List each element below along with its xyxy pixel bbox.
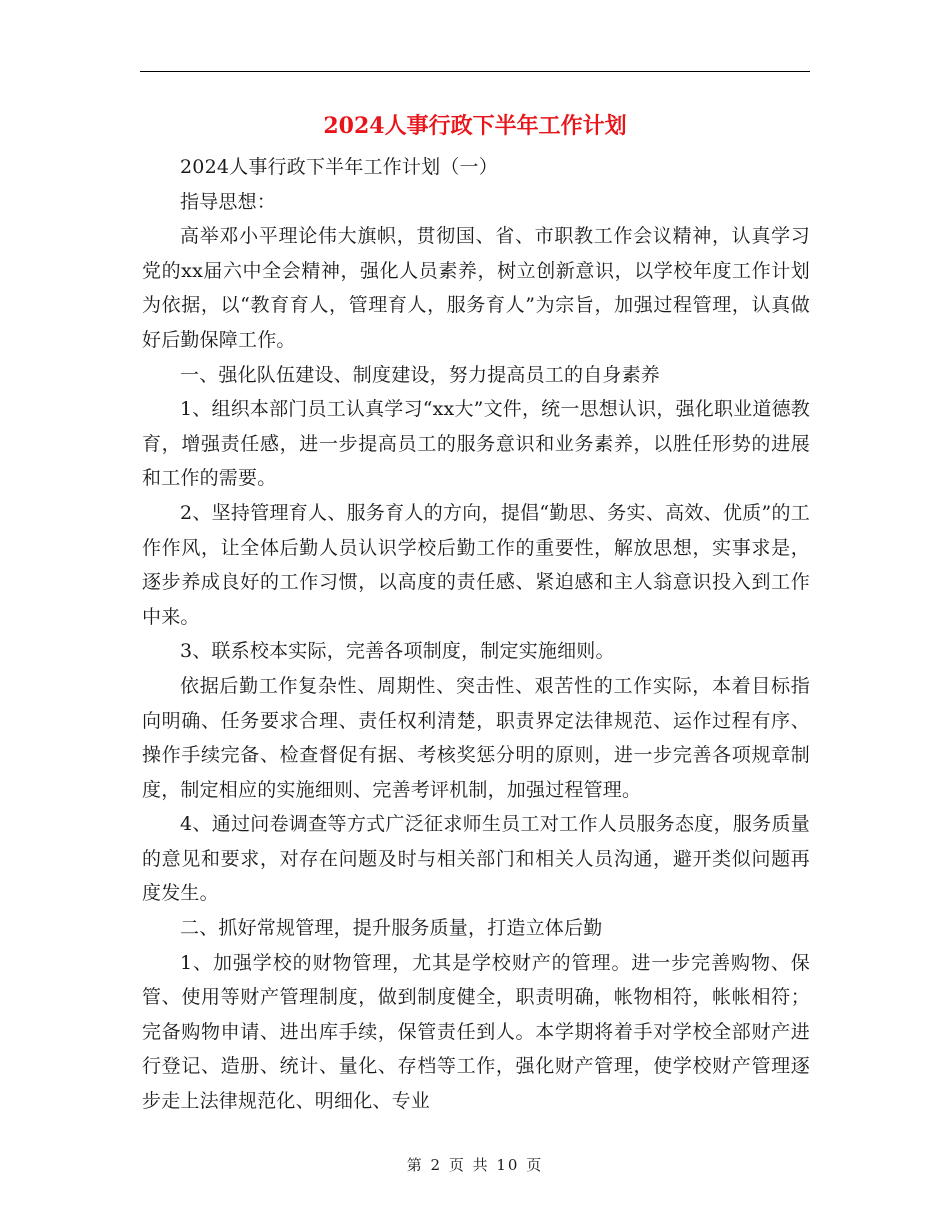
- document-body: [142, 150, 810, 1119]
- header-rule: [140, 71, 810, 72]
- body-paragraph: 1、加强学校的财物管理，尤其是学校财产的管理。进一步完善购物、保管、使用等财产管理制度，做到制度健全，职责明确，帐物相符，帐帐相符；完备购物申请、进出库手续，保管责任到人。本学期将着手对学校全部财产进行登记、造册、统计、量化、存档等工作，强化财产管理，使学校财产管理逐步走上法律规范化、明细化、专业: [142, 951, 810, 1113]
- body-paragraph: 3、联系校本实际，完善各项制度，制定实施细则。: [180, 640, 615, 663]
- body-paragraph: 依据后勤工作复杂性、周期性、突击性、艰苦性的工作实际，本着目标指向明确、任务要求合理、责任权利清楚，职责界定法律规范、运作过程有序、操作手续完备、检查督促有据、考核奖惩分明的原则，进一步完善各项规章制度，制定相应的实施细则、完善考评机制，加强过程管理。: [142, 674, 810, 801]
- body-paragraph: 1、组织本部门员工认真学习“xx大”文件，统一思想认识，强化职业道德教育，增强责任感，进一步提高员工的服务意识和业务素养，以胜任形势的进展和工作的需要。: [142, 398, 810, 490]
- body-paragraph: 高举邓小平理论伟大旗帜，贯彻国、省、市职教工作会议精神，认真学习党的xx届六中全会精神，强化人员素养，树立创新意识，以学校年度工作计划为依据，以“教育育人，管理育人，服务育人”为宗旨，加强过程管理，认真做好后勤保障工作。: [142, 225, 810, 351]
- section-heading: 二、抓好常规管理，提升服务质量，打造立体后勤: [180, 917, 603, 940]
- subtitle-paragraph: 2024人事行政下半年工作计划（一）: [180, 156, 498, 178]
- guiding-thought-label: 指导思想：: [180, 190, 277, 213]
- body-paragraph: 2、坚持管理育人、服务育人的方向，提倡“勤思、务实、高效、优质”的工作作风，让全体后勤人员认识学校后勤工作的重要性，解放思想，实事求是，逐步养成良好的工作习惯，以高度的责任感、紧迫感和主人翁意识投入到工作中来。: [142, 501, 810, 628]
- page-number: 第 2 页 共 10 页: [406, 1156, 544, 1174]
- document-title: 2024人事行政下半年工作计划: [323, 113, 627, 139]
- section-heading: 一、强化队伍建设、制度建设，努力提高员工的自身素养: [180, 363, 661, 386]
- body-paragraph: 4、通过问卷调查等方式广泛征求师生员工对工作人员服务态度，服务质量的意见和要求，对存在问题及时与相关部门和相关人员沟通，避开类似问题再度发生。: [142, 813, 810, 905]
